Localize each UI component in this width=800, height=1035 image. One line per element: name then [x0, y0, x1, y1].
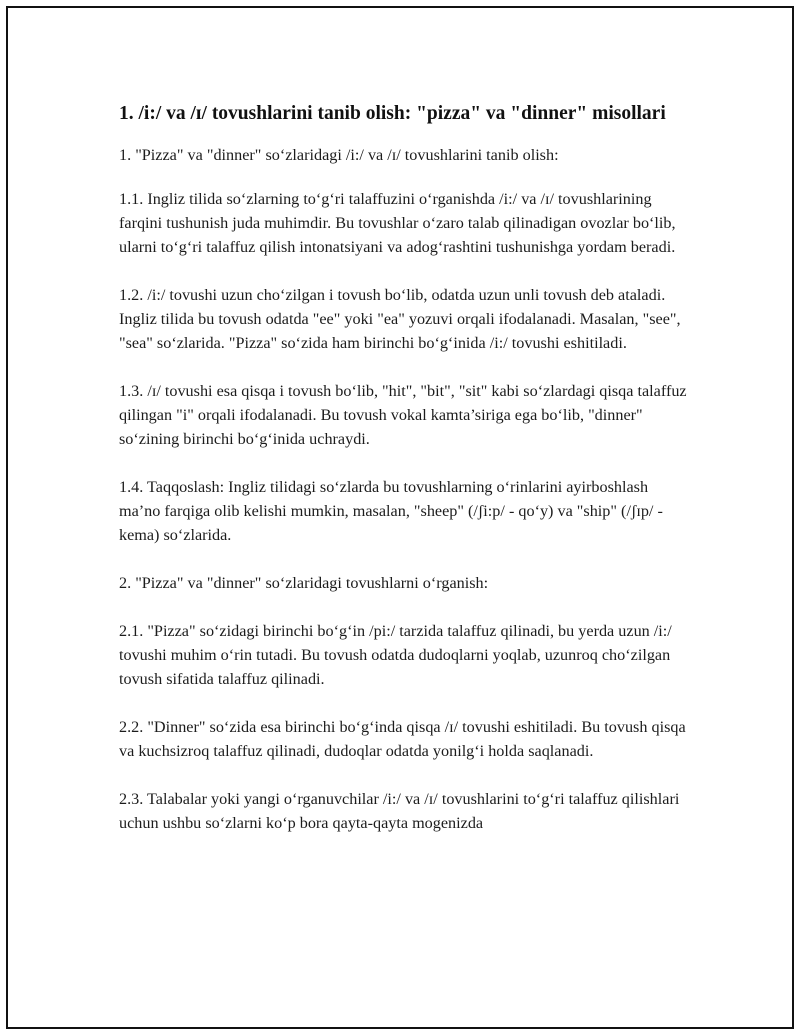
- document-title: 1. /i:/ va /ɪ/ tovushlarini tanib olish: "pizza" va "dinner" misollari: [119, 103, 666, 124]
- paragraph-2-1: 2.1. "Pizza" so‘zidagi birinchi bo‘g‘in /pi:/ tarzida talaffuz qilinadi, bu yerda uzun /i:/ tovushi muhim o‘rin tutadi. Bu tovush odatda dudoqlarni yoqlab, uzunroq cho‘zilgan tovush sifatida talaffuz qilinadi.: [119, 622, 672, 688]
- paragraph-1-2: 1.2. /i:/ tovushi uzun cho‘zilgan i tovush bo‘lib, odatda uzun unli tovush deb ataladi. Ingliz tilida bu tovush odatda "ee" yoki "ea" yozuvi orqali ifodalanadi. Masalan, "see", "sea" so‘zlarida. "Pizza" so‘zida ham birinchi bo‘g‘inida /i:/ tovushi eshitiladi.: [119, 286, 681, 352]
- paragraph-heading-2: 2. "Pizza" va "dinner" so‘zlaridagi tovushlarni o‘rganish:: [119, 574, 489, 592]
- paragraph-1-1: 1.1. Ingliz tilida so‘zlarning to‘g‘ri talaffuzini o‘rganishda /i:/ va /ɪ/ tovushlarining farqini tushunish juda muhimdir. Bu tovushlar o‘zaro talab qilinadigan ovozlar bo‘lib, ularni to‘g‘ri talaffuz qilish intonatsiyani va adog‘rashtini tushunishga yordam beradi.: [119, 190, 676, 256]
- paragraph-2-3: 2.3. Talabalar yoki yangi o‘rganuvchilar /i:/ va /ɪ/ tovushlarini to‘g‘ri talaffuz qilishlari uchun ushbu so‘zlarni ko‘p bora qayta-qayta mogenizda: [119, 790, 680, 832]
- paragraph-1-3: 1.3. /ɪ/ tovushi esa qisqa i tovush bo‘lib, "hit", "bit", "sit" kabi so‘zlardagi qisqa talaffuz qilingan "i" orqali ifodalanadi. Bu tovush vokal kamta’siriga ega bo‘lib, "dinner" so‘zining birinchi bo‘g‘inida uchraydi.: [119, 382, 687, 448]
- document-body: [119, 101, 689, 859]
- paragraph-1-4: 1.4. Taqqoslash: Ingliz tilidagi so‘zlarda bu tovushlarning o‘rinlarini ayirboshlash ma’no farqiga olib kelishi mumkin, masalan, "sheep" (/ʃi:p/ - qo‘y) va "ship" (/ʃɪp/ - kema) so‘zlarida.: [119, 478, 663, 544]
- paragraph-2-2: 2.2. "Dinner" so‘zida esa birinchi bo‘g‘inda qisqa /ɪ/ tovushi eshitiladi. Bu tovush qisqa va kuchsizroq talaffuz qilinadi, dudoqlar odatda yonilg‘i holda saqlanadi.: [119, 718, 686, 760]
- paragraph-heading-1: 1. "Pizza" va "dinner" so‘zlaridagi /i:/ va /ɪ/ tovushlarini tanib olish:: [119, 146, 559, 164]
- page-frame: [6, 6, 794, 1029]
